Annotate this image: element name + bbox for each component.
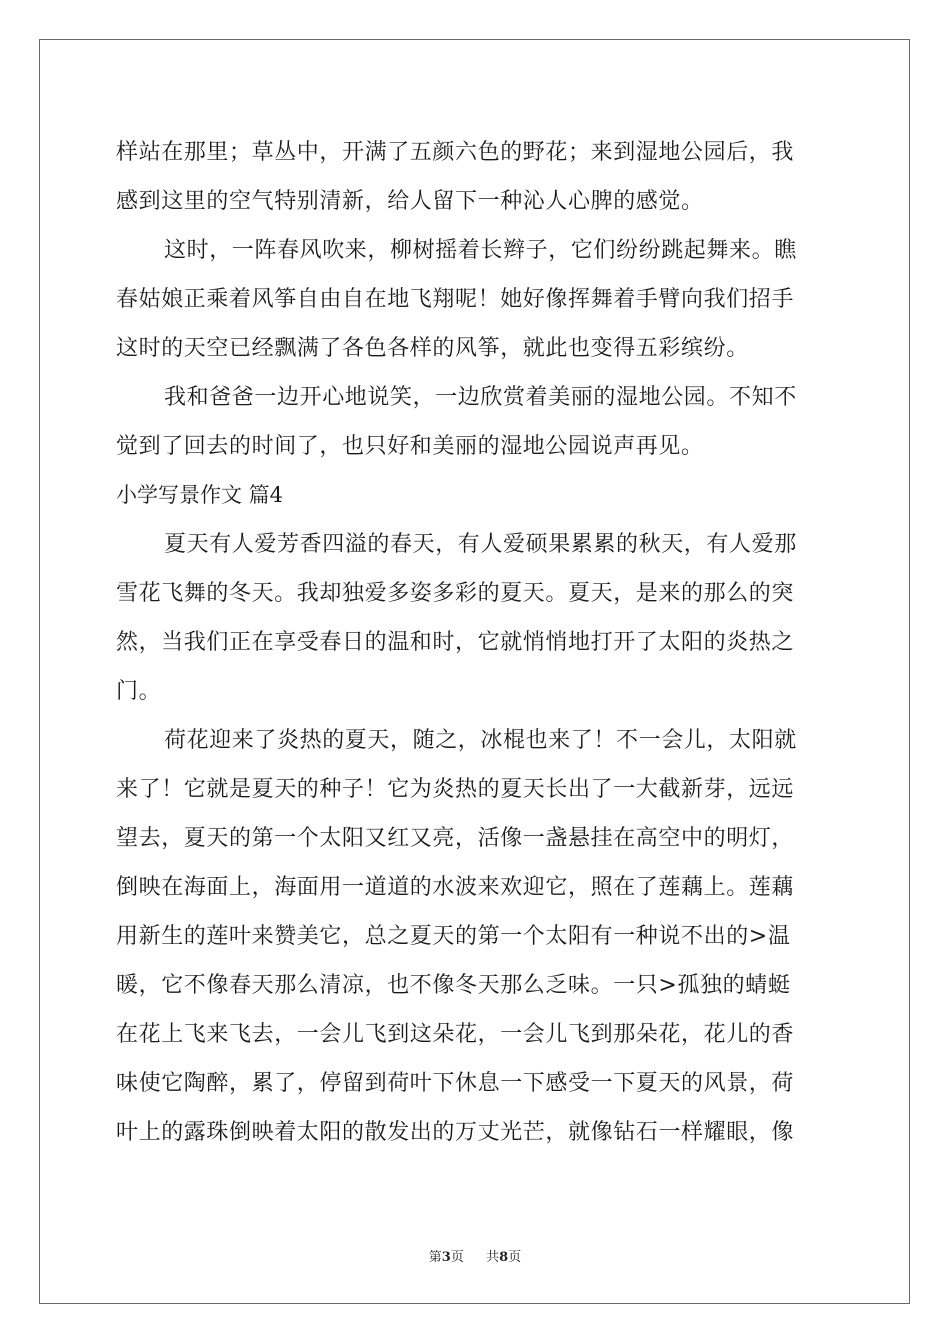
text-line: 感到这里的空气特别清新，给人留下一种沁人心脾的感觉。 <box>116 189 704 214</box>
text-line: 来了！它就是夏天的种子！它为炎热的夏天长出了一大截新芽，远远 <box>116 777 795 802</box>
text-line: 春姑娘正乘着风筝自由自在地飞翔呢！她好像挥舞着手臂向我们招手 <box>116 287 795 312</box>
total-pages-label <box>486 1250 521 1265</box>
total-prefix: 共 <box>486 1250 500 1265</box>
text-line: 样站在那里；草丛中，开满了五颜六色的野花；来到湿地公园后，我 <box>116 140 795 165</box>
page-footer <box>0 1246 950 1265</box>
page-number-label <box>429 1250 468 1265</box>
page-suffix: 页 <box>450 1250 464 1265</box>
text-line: 倒映在海面上，海面用一道道的水波来欢迎它，照在了莲藕上。莲藕 <box>116 875 795 900</box>
text-line: 觉到了回去的时间了，也只好和美丽的湿地公园说声再见。 <box>116 434 704 459</box>
text-line: 味使它陶醉，累了，停留到荷叶下休息一下感受一下夏天的风景，荷 <box>116 1071 795 1096</box>
text-line: 在花上飞来飞去，一会儿飞到这朵花，一会儿飞到那朵花，花儿的香 <box>116 1022 795 1047</box>
total-suffix: 页 <box>508 1250 522 1265</box>
text-line: 这时，一阵春风吹来，柳树摇着长辫子，它们纷纷跳起舞来。瞧 <box>164 238 797 263</box>
text-line: 这时的天空已经飘满了各色各样的风筝，就此也变得五彩缤纷。 <box>116 336 749 361</box>
paragraph <box>116 716 836 1157</box>
text-line: 叶上的露珠倒映着太阳的散发出的万丈光芒，就像钻石一样耀眼，像 <box>116 1120 795 1145</box>
current-page-number: 3 <box>441 1250 451 1265</box>
text-line: 我和爸爸一边开心地说笑，一边欣赏着美丽的湿地公园。不知不 <box>164 385 797 410</box>
total-page-number: 8 <box>499 1250 509 1265</box>
text-line: 望去，夏天的第一个太阳又红又亮，活像一盏悬挂在高空中的明灯， <box>116 826 795 851</box>
page-prefix: 第 <box>428 1250 442 1265</box>
text-line: 门。 <box>116 679 162 704</box>
text-line: 然，当我们正在享受春日的温和时，它就悄悄地打开了太阳的炎热之 <box>116 630 795 655</box>
section-heading: 小学写景作文 篇4 <box>116 483 284 507</box>
text-line: 用新生的莲叶来赞美它，总之夏天的第一个太阳有一种说不出的>温 <box>116 924 791 949</box>
document-body <box>116 128 836 1157</box>
paragraph <box>116 373 836 471</box>
text-line: 暖，它不像春天那么清凉，也不像冬天那么乏味。一只>孤独的蜻蜓 <box>116 973 791 998</box>
text-line: 夏天有人爱芳香四溢的春天，有人爱硕果累累的秋天，有人爱那 <box>164 532 797 557</box>
paragraph <box>116 128 836 226</box>
paragraph <box>116 226 836 373</box>
text-line: 荷花迎来了炎热的夏天，随之，冰棍也来了！不一会儿，太阳就 <box>164 728 797 753</box>
text-line: 雪花飞舞的冬天。我却独爱多姿多彩的夏天。夏天，是来的那么的突 <box>116 581 795 606</box>
paragraph <box>116 520 836 716</box>
